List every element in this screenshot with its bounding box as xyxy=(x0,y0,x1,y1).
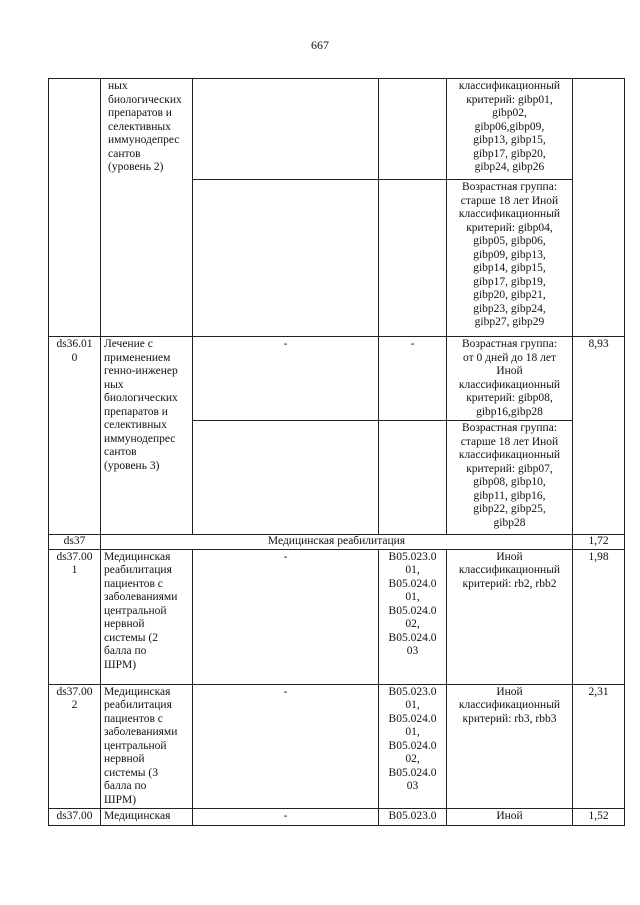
section-code-cell: ds37 xyxy=(49,535,101,550)
code-cell xyxy=(49,79,101,337)
page-number: 667 xyxy=(311,38,329,52)
coefficient-cell: 8,93 xyxy=(573,337,625,535)
code-cell: ds37.00 1 xyxy=(49,549,101,684)
table-row xyxy=(49,549,625,684)
service-cell: - xyxy=(193,809,379,826)
name-cell: Медицинская реабилитация пациентов с заболеваниями центральной нервной системы (2 балла по ШРМ) xyxy=(101,549,193,684)
code-cell: ds36.01 0 xyxy=(49,337,101,535)
service-code-cell: B05.023.0 01, B05.024.0 01, B05.024.0 02, B05.024.0 03 xyxy=(379,549,447,684)
service-cell xyxy=(193,79,379,180)
criteria-cell: Возрастная группа: старше 18 лет Иной классификационный критерий: gibp04, gibp05, gibp06, gibp09, gibp13, gibp14, gibp15, gibp17, gibp19, gibp20, gibp21, gibp23, gibp24, gibp27, gibp29 xyxy=(447,180,573,337)
service-code-cell xyxy=(379,79,447,180)
criteria-cell: Возрастная группа: старше 18 лет Иной классификационный критерий: gibp07, gibp08, gibp10, gibp11, gibp16, gibp22, gibp25, gibp28 xyxy=(447,421,573,535)
table-row xyxy=(49,809,625,826)
tariff-table xyxy=(48,78,625,826)
coefficient-cell: 1,98 xyxy=(573,549,625,684)
name-cell: Медицинская xyxy=(101,809,193,826)
service-cell: - xyxy=(193,684,379,809)
criteria-cell: Иной xyxy=(447,809,573,826)
table-row xyxy=(49,79,625,180)
name-cell xyxy=(101,79,193,337)
criteria-cell: Иной классификационный критерий: rb2, rbb2 xyxy=(447,549,573,684)
service-code-cell: B05.023.0 xyxy=(379,809,447,826)
service-cell: - xyxy=(193,337,379,421)
service-cell xyxy=(193,421,379,535)
criteria-cell: классификационный критерий: gibp01, gibp02, gibp06,gibp09, gibp13, gibp15, gibp17, gibp20, gibp24, gibp26 xyxy=(447,79,573,180)
service-code-cell: B05.023.0 01, B05.024.0 01, B05.024.0 02, B05.024.0 03 xyxy=(379,684,447,809)
coefficient-cell xyxy=(573,79,625,337)
name-cell: Медицинская реабилитация пациентов с заболеваниями центральной нервной системы (3 балла по ШРМ) xyxy=(101,684,193,809)
section-row xyxy=(49,535,625,550)
group-name-text: ных биологических препаратов и селективных иммунодепрес сантов (уровень 2) xyxy=(108,80,182,173)
service-cell xyxy=(193,180,379,337)
table-row xyxy=(49,337,625,421)
coefficient-cell: 1,52 xyxy=(573,809,625,826)
service-code-cell xyxy=(379,421,447,535)
code-cell: ds37.00 2 xyxy=(49,684,101,809)
code-cell: ds37.00 xyxy=(49,809,101,826)
criteria-cell: Возрастная группа: от 0 дней до 18 лет Иной классификационный критерий: gibp08, gibp16,gibp28 xyxy=(447,337,573,421)
service-cell: - xyxy=(193,549,379,684)
section-coefficient-cell: 1,72 xyxy=(573,535,625,550)
service-code-cell xyxy=(379,180,447,337)
section-title-cell: Медицинская реабилитация xyxy=(101,535,573,550)
service-code-cell: - xyxy=(379,337,447,421)
coefficient-cell: 2,31 xyxy=(573,684,625,809)
table-row xyxy=(49,684,625,809)
criteria-cell: Иной классификационный критерий: rb3, rbb3 xyxy=(447,684,573,809)
name-cell: Лечение с применением генно-инженер ных биологических препаратов и селективных иммунодепрес сантов (уровень 3) xyxy=(101,337,193,535)
